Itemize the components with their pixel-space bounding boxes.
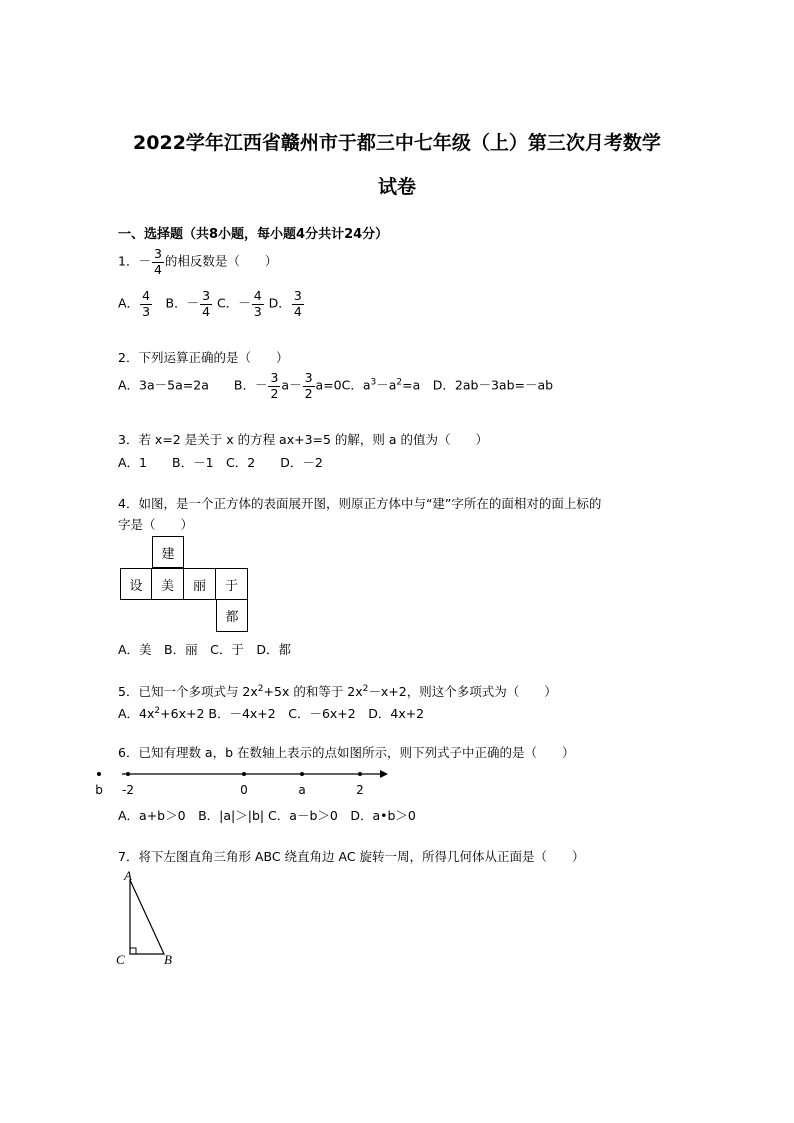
number-line-point [126,772,130,776]
number-line-point [242,772,246,776]
question-4-options: A．美 B．丽 C．于 D．都 [118,642,291,657]
right-angle-mark [130,948,136,954]
number-line-point [358,772,362,776]
question-6-stem: 6．已知有理数 a，b 在数轴上表示的点如图所示，则下列式子中正确的是（ ） [118,745,575,760]
question-3-options: A．1 B．－1 C．2 D．－2 [118,455,323,470]
vertex-label-c: C [116,952,125,967]
question-2-options: A．3a－5a=2a B．－ $\frac{3}{2}$ a－ $\frac{3}{2}$ a=0C．$a^3-a^2=a$ D．2ab－3ab=－ab [118,370,554,401]
question-2-stem: 2．下列运算正确的是（ ） [118,350,289,365]
number-line-label: 2 [356,783,364,797]
net-cell: 丽 [184,568,216,600]
number-line-point [97,772,101,776]
question-5-stem: 5．已知一个多项式与 $2x^2+5x$ 的和等于 $2x^2-x+2$，则这个多项式为（ ） [118,683,557,699]
right-triangle-diagram [112,868,182,968]
fraction: $\frac{3}{2}$ [304,370,313,401]
fraction: $\frac{3}{4}$ [293,288,302,319]
page-title-continued: 试卷 [377,176,416,198]
vertex-label-b: B [164,952,172,967]
fraction: $\frac{3}{2}$ [270,370,279,401]
number-line-label: -2 [122,783,134,797]
net-cell: 建 [152,536,184,568]
net-cell: 设 [120,568,152,600]
triangle-abc [130,880,164,954]
question-3-stem: 3．若 x=2 是关于 x 的方程 ax+3=5 的解，则 a 的值为（ ） [118,432,489,447]
page-title: 2022学年江西省赣州市于都三中七年级（上）第三次月考数学 [133,132,661,154]
question-1-options: A． $\frac{4}{3}$ B．－ $\frac{3}{4}$ C．－ $\frac{4}{3}$ D． $\frac{3}{4}$ [118,288,302,319]
fraction: $\frac{3}{4}$ [202,288,211,319]
question-7-stem: 7．将下左图直角三角形 ABC 绕直角边 AC 旋转一周，所得几何体从正面是（ ） [118,849,585,864]
net-cell: 美 [152,568,184,600]
net-cell: 于 [216,568,248,600]
cube-net-diagram [120,536,252,632]
fraction: $\frac{4}{3}$ [253,288,262,319]
question-4-stem-continued: 字是（ ） [118,517,194,532]
question-5-options: A．$4x^2+6x+2$ B．－4x+2 C．－6x+2 D．4x+2 [118,705,425,721]
number-line-label: b [95,783,103,797]
number-line-label: 0 [240,783,248,797]
fraction: $\frac{3}{4}$ [153,246,162,277]
axis-arrow-icon [380,770,388,778]
question-4-stem: 4．如图，是一个正方体的表面展开图，则原正方体中与“建”字所在的面相对的面上标的 [118,496,602,511]
number-line-point [300,772,304,776]
number-line-diagram [95,764,388,800]
section-heading: 一、选择题（共8小题，每小题4分共计24分） [118,227,389,242]
number-line-label: a [298,783,306,797]
question-1-stem: 1．－ $\frac{3}{4}$ 的相反数是（ ） [118,246,278,277]
vertex-label-a: A [124,868,132,883]
question-6-options: A．a+b＞0 B．|a|＞|b| C．a－b＞0 D．a•b＞0 [118,808,416,823]
net-cell: 都 [216,600,248,632]
fraction: $\frac{4}{3}$ [142,288,151,319]
